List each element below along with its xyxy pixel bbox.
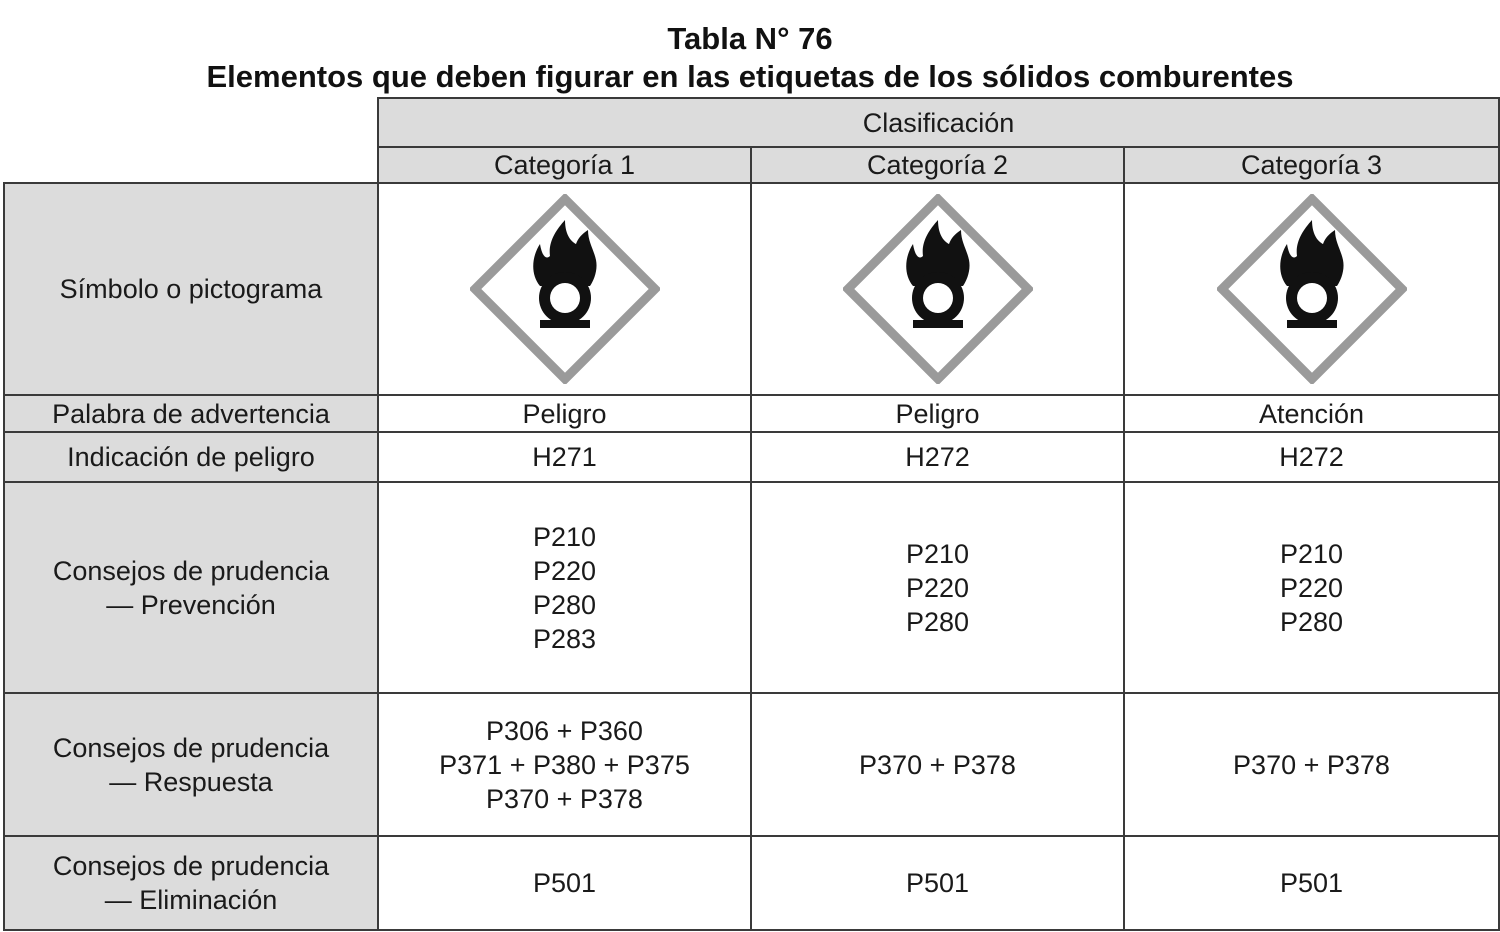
response-cell-2 [751, 693, 1124, 836]
prevention-cell-1 [378, 482, 751, 693]
category-3-header: Categoría 3 [1124, 147, 1499, 183]
empty-corner-cell [4, 98, 378, 147]
precaution-code: P306 + P360 [486, 715, 643, 746]
precaution-code: P370 + P378 [486, 783, 643, 814]
hazard-statement-cell: H271 [378, 432, 751, 482]
response-cell-1 [378, 693, 751, 836]
disposal-row-header [4, 836, 378, 930]
category-2-header: Categoría 2 [751, 147, 1124, 183]
disposal-label-line-2: — Eliminación [104, 885, 278, 915]
flame-over-circle-icon [1217, 194, 1407, 384]
hazard-statement-cell: H272 [751, 432, 1124, 482]
precaution-code: P280 [532, 589, 597, 620]
precaution-code: P280 [1279, 606, 1344, 637]
table-subtitle: Elementos que deben figurar en las etiquetas de los sólidos comburentes [206, 59, 1294, 94]
disposal-cell: P501 [751, 836, 1124, 930]
flame-over-circle-icon [470, 194, 660, 384]
signal-word-cell: Peligro [751, 395, 1124, 432]
prevention-cell-2 [751, 482, 1124, 693]
signal-word-cell: Atención [1124, 395, 1499, 432]
response-cell-3 [1124, 693, 1499, 836]
disposal-cell: P501 [1124, 836, 1499, 930]
precaution-code: P210 [905, 538, 970, 569]
response-label-line-2: — Respuesta [109, 766, 273, 797]
precaution-code: P370 + P378 [1233, 749, 1390, 780]
classification-header: Clasificación [378, 98, 1499, 147]
precaution-code: P210 [532, 521, 597, 552]
signal-word-cell: Peligro [378, 395, 751, 432]
pictogram-cell-3 [1124, 183, 1499, 395]
pictogram-cell-1 [378, 183, 751, 395]
precaution-code: P210 [1279, 538, 1344, 569]
signal-word-row-header: Palabra de advertencia [4, 395, 378, 432]
empty-corner-cell [4, 147, 378, 183]
pictogram-cell-2 [751, 183, 1124, 395]
precaution-code: P220 [1279, 572, 1344, 603]
response-label-line-1: Consejos de prudencia [52, 732, 330, 763]
label-elements-table [3, 97, 1500, 931]
flame-over-circle-icon [843, 194, 1033, 384]
disposal-label-line-1: Consejos de prudencia [52, 851, 330, 881]
table-title: Tabla N° 76 [667, 21, 833, 56]
precaution-code: P280 [905, 606, 970, 637]
hazard-statement-cell: H272 [1124, 432, 1499, 482]
symbol-row-header: Símbolo o pictograma [4, 183, 378, 395]
prevention-label-line-1: Consejos de prudencia [52, 555, 330, 586]
prevention-label-line-2: — Prevención [106, 589, 276, 620]
prevention-row-header [4, 482, 378, 693]
precaution-code: P371 + P380 + P375 [439, 749, 690, 780]
category-1-header: Categoría 1 [378, 147, 751, 183]
disposal-cell: P501 [378, 836, 751, 930]
precaution-code: P370 + P378 [859, 749, 1016, 780]
precaution-code: P220 [532, 555, 597, 586]
response-row-header [4, 693, 378, 836]
prevention-cell-3 [1124, 482, 1499, 693]
precaution-code: P220 [905, 572, 970, 603]
hazard-statement-row-header: Indicación de peligro [4, 432, 378, 482]
precaution-code: P283 [532, 623, 597, 654]
